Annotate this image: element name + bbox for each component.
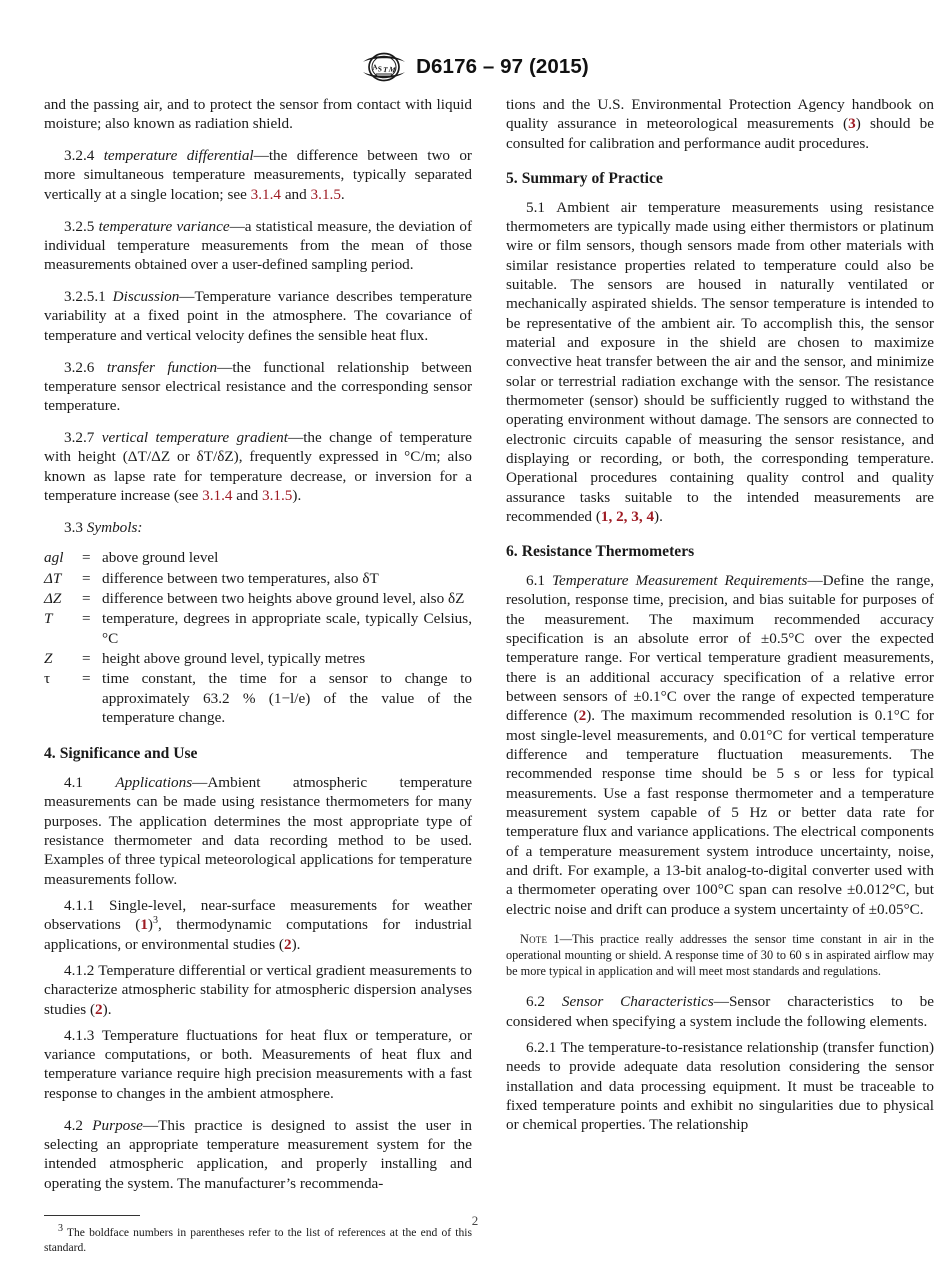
clause-number: 3.2.5: [64, 217, 95, 235]
symbol-glyph: Z: [44, 649, 53, 667]
paragraph-body: Temperature differential or vertical gradient measurements to characterize atmospheric stability for atmospheric dispersion analyses studies (: [44, 961, 472, 1018]
note-number: 1: [547, 931, 560, 946]
two-column-body: [0, 95, 950, 1255]
symbol-definition: time constant, the time for a sensor to change to approximately 63.2 % (1−l/e) of the value of the temperature change.: [102, 670, 472, 726]
table-row: [44, 669, 472, 728]
paragraph-tail: ).: [291, 935, 301, 953]
paragraph-body: —Define the range, resolution, response time, precision, and bias suitable for purposes of the measurement. The maximum recommended accuracy specification is an absolute error of ±0.5°C over the expected temperature range. For vertical temperature gradient measurements, there is an additional accuracy specification of a relative error between sensors of ±0.1°C over the range of expected temperature difference (: [506, 571, 935, 725]
symbol-glyph: ΔZ: [44, 589, 62, 607]
paragraph-5-1: [506, 198, 934, 527]
paragraph-body: Single-level, near-surface measurements for weather observations (: [44, 896, 473, 934]
paragraph-4-2: [44, 1116, 472, 1193]
clause-number: 3.2.7: [64, 429, 95, 447]
definition-body: —the difference between two or more simultaneous temperature measurements, typically separated vertically at a single location; see: [44, 147, 472, 203]
paragraph-continuation: [506, 95, 934, 153]
footnote-marker[interactable]: 3: [152, 915, 158, 927]
section-heading-6: [506, 543, 934, 562]
definition-body: —Temperature variance describes temperature variability at a fixed point in the atmosphere. The covariance of temperature and vertical velocity defines the sensible heat flux.: [44, 288, 472, 344]
definition-3-2-7: [44, 428, 472, 505]
svg-text:M: M: [388, 64, 397, 75]
defined-term: Temperature Measurement Requirements: [551, 571, 808, 589]
paragraph-6-2-1: [506, 1038, 934, 1135]
conjunction-text: and: [281, 185, 311, 203]
symbol-glyph: ΔT: [44, 569, 62, 587]
reference-link[interactable]: 1: [140, 916, 148, 934]
paragraph-body: —Ambient atmospheric temperature measurements can be made using resistance thermometers for many purposes. The application determines the most appropriate type of resistance thermometer and data recording method to be used. Examples of three typical meteorological applications for temperature measurements follow.: [44, 773, 472, 888]
table-row: [44, 589, 472, 609]
definition-3-2-5: [44, 217, 472, 275]
equals-sign: =: [82, 569, 91, 587]
paragraph-4-1-1: [44, 896, 472, 954]
paragraph-6-2: [506, 992, 934, 1031]
definition-3-2-4: [44, 146, 472, 204]
table-row: [44, 548, 472, 568]
equals-sign: =: [82, 549, 91, 567]
defined-term: Applications: [115, 773, 193, 791]
section-heading-5: [506, 170, 934, 189]
defined-term: Discussion: [112, 288, 180, 306]
paragraph-body: The temperature-to-resistance relationship (transfer function) needs to provide adequate data resolution considering the sensor installation and data processing equipment. It must be traceable to fixed temperature points and exhibit no singularities due to physical or chemical properties. The relationship: [506, 1038, 935, 1134]
svg-text:S: S: [377, 64, 383, 74]
paren-close: ): [147, 916, 153, 934]
reference-link[interactable]: 2: [284, 935, 292, 953]
cross-reference-link[interactable]: 3.1.4: [202, 487, 233, 505]
paragraph-tail: ) should be consulted for calibration and performance audit procedures.: [506, 115, 934, 152]
defined-term: Sensor Characteristics: [561, 993, 714, 1011]
section-title: Resistance Thermometers: [521, 543, 695, 561]
symbol-glyph: T: [44, 610, 53, 628]
left-column: [44, 95, 472, 1255]
section-title: Summary of Practice: [521, 169, 663, 187]
definition-tail: .: [340, 185, 345, 203]
paragraph-body: , thermodynamic computations for industrial applications, or environmental studies (: [44, 916, 472, 953]
svg-text:A: A: [371, 62, 379, 72]
clause-number: 3.2.4: [64, 147, 95, 165]
astm-logo: [361, 52, 407, 82]
clause-number: 3.3: [64, 518, 83, 536]
reference-link[interactable]: 2: [95, 1000, 103, 1018]
section-title: Significance and Use: [59, 745, 198, 763]
table-row: [44, 609, 472, 649]
clause-number: 6.1: [526, 571, 545, 589]
note-body: —This practice really addresses the sensor time constant in air in the operational mounting or shield. A response time of 30 to 60 s in aspirated airflow may be more typical in application and will meet most standards and regulations.: [506, 931, 934, 978]
section-number: 5.: [506, 169, 518, 187]
symbol-definition: temperature, degrees in appropriate scale, typically Celsius, °C: [102, 610, 472, 647]
cross-reference-link[interactable]: 3.1.5: [310, 185, 341, 203]
symbols-heading: [44, 518, 472, 537]
symbol-definition: difference between two heights above ground level, also δZ: [102, 589, 465, 607]
paragraph-body: Temperature fluctuations for heat flux or temperature, or variance computations, or both. Measurements of heat flux and temperature variance require high precision measurements with a fast response to changes in the ambient atmosphere.: [44, 1026, 473, 1102]
defined-term: vertical temperature gradient: [101, 429, 288, 447]
clause-number: 4.2: [64, 1116, 83, 1134]
clause-number: 4.1.3: [64, 1026, 95, 1044]
equals-sign: =: [82, 649, 91, 667]
symbol-definition: difference between two temperatures, also δT: [102, 569, 379, 587]
section-heading-4: [44, 745, 472, 764]
paragraph-4-1-3: [44, 1026, 472, 1103]
table-row: [44, 649, 472, 669]
clause-number: 6.2.1: [526, 1038, 557, 1056]
equals-sign: =: [82, 589, 91, 607]
page-header: [0, 0, 950, 87]
defined-term: Purpose: [92, 1116, 143, 1134]
defined-term: temperature differential: [103, 147, 254, 165]
reference-link-list[interactable]: 1, 2, 3, 4: [600, 507, 655, 525]
clause-number: 3.2.6: [64, 358, 95, 376]
symbol-glyph: agl: [44, 549, 64, 567]
note-1: [506, 932, 934, 980]
clause-number: 4.1.1: [64, 896, 95, 914]
clause-number: 4.1.2: [64, 961, 95, 979]
symbol-definition: height above ground level, typically metres: [102, 649, 366, 667]
document-designation: D6176 – 97 (2015): [416, 55, 589, 78]
definition-3-2-6: [44, 358, 472, 416]
right-column: [506, 95, 934, 1255]
paragraph-body: —Sensor characteristics to be considered when specifying a system include the following elements.: [506, 993, 934, 1030]
paragraph-tail: ). The maximum recommended resolution is 0.1°C for most single-level measurements, and 0.01°C for vertical temperature difference and temperature fluctuation measurements. The recommended response time should be 5 s or less for typical measurements. Use a fast response thermometer and a temperature measurement system capable of 5 Hz or better data rate for temperature flux and variance applications. The electrical components of a temperature measurement system introduce uncertainty, noise, and drift. For example, a 13-bit analog-to-digital converter used with a thermometer operating over 100°C span can resolve ±0.012°C, but electric noise and drift can produce a system uncertainty of ±0.05°C.: [506, 707, 934, 918]
section-number: 4.: [44, 745, 56, 763]
paragraph-tail: ).: [654, 507, 663, 525]
footnote-text: [44, 1225, 472, 1255]
cross-reference-link[interactable]: 3.1.4: [250, 185, 282, 203]
equals-sign: =: [82, 610, 91, 628]
reference-link[interactable]: 3: [848, 115, 856, 133]
paragraph-6-1: [506, 571, 934, 919]
paragraph-continuation: and the passing air, and to protect the sensor from contact with liquid moisture; also known as radiation shield.: [44, 96, 472, 133]
defined-term: temperature variance: [98, 217, 230, 235]
paragraph-body: —This practice is designed to assist the user in selecting an appropriate temperature measurement system for the intended atmospheric application, and properly installing and operating the system. The manufacturer’s recommenda-: [44, 1116, 472, 1192]
definition-body: —the functional relationship between temperature sensor electrical resistance and the corresponding sensor temperature.: [44, 358, 473, 415]
paragraph-tail: ).: [102, 1000, 112, 1018]
table-row: [44, 569, 472, 589]
clause-number: 6.2: [526, 993, 545, 1011]
paragraph-4-1-2: [44, 961, 472, 1019]
definition-body: —a statistical measure, the deviation of individual temperature measurements from the mean of those measurements obtained over a user-defined sampling period.: [44, 217, 473, 274]
definition-body: —the change of temperature with height (ΔT/ΔZ or δT/δZ), frequently expressed in °C/m; also known as lapse rate for temperature decrease, or inversion for a temperature increase (see: [44, 429, 473, 505]
symbol-definition: above ground level: [102, 549, 219, 567]
paragraph-body: tions and the U.S. Environmental Protection Agency handbook on quality assurance in meteorological measurements (: [506, 96, 934, 133]
symbols-table: [44, 548, 472, 728]
clause-number: 4.1: [64, 773, 83, 791]
conjunction-text: and: [232, 487, 263, 505]
footnote-number: 3: [58, 1223, 63, 1235]
note-label: Note: [520, 931, 548, 946]
definition-tail: ).: [292, 487, 302, 505]
equals-sign: =: [82, 670, 91, 688]
reference-link[interactable]: 2: [578, 707, 587, 725]
footnote-body: The boldface numbers in parentheses refer to the list of references at the end of this standard.: [44, 1225, 472, 1255]
definition-3-2-5-1: [44, 287, 472, 345]
defined-term: transfer function: [106, 358, 218, 376]
clause-number: 5.1: [526, 198, 545, 216]
page-number: 2: [471, 1213, 479, 1228]
clause-number: 3.2.5.1: [64, 288, 106, 306]
symbols-label: Symbols:: [86, 518, 143, 536]
cross-reference-link[interactable]: 3.1.5: [262, 487, 293, 505]
paragraph-4-1: [44, 773, 472, 889]
section-number: 6.: [506, 543, 518, 561]
svg-text:T: T: [383, 65, 388, 75]
symbol-glyph: τ: [44, 670, 51, 688]
paragraph-body: Ambient air temperature measurements using resistance thermometers are typically made using either thermistors or platinum wire or film sensors, though sensors made from other materials with similar resistance properties related to temperature could also be suitable. The sensors are housed in naturally ventilated or mechanically aspirated shields. The sensor temperature is intended to be representative of the ambient air. To accomplish this, the sensor material and exposure in the shield are chosen to maximize convective heat transfer between the air and the sensor, and minimize solar or terrestrial radiation exchange with the sensor. The resistance thermometer (sensor) should be sufficiently rugged to withstand the operating environment without damage. The sensors are connected to electronic circuits capable of measuring the sensor resistance, and displaying or recording, or both, the corresponding temperature. Operational procedures containing quality control and quality assurance tasks suitable to the intended measurements are recommended (: [506, 198, 934, 525]
